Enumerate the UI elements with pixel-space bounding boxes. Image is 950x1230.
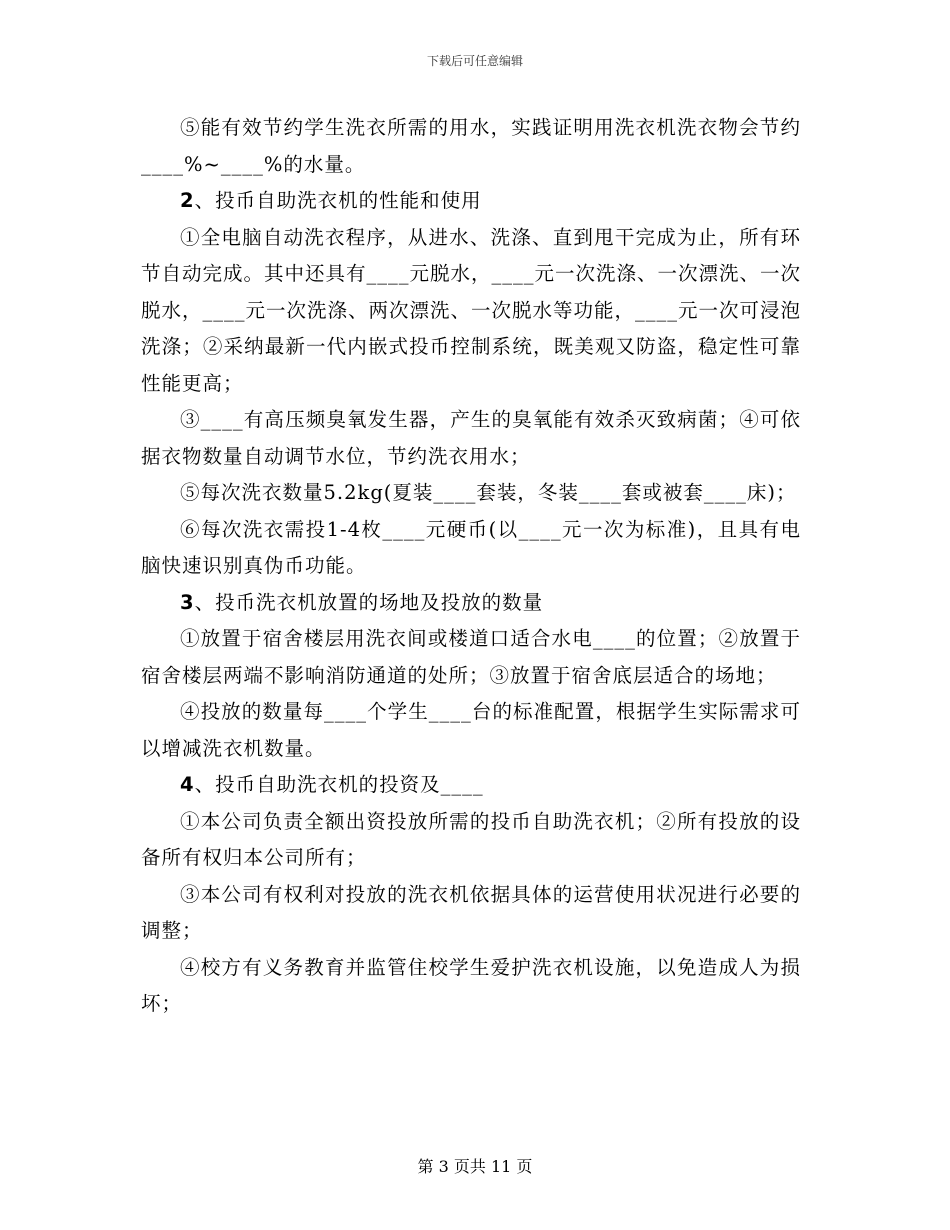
section-number: 4 — [180, 773, 195, 796]
paragraph-placement: ①放置于宿舍楼层用洗衣间或楼道口适合水电____的位置；②放置于宿舍楼层两端不影响消防通道的处所；③放置于宿舍底层适合的场地； — [141, 627, 801, 687]
section-title: 、投币自助洗衣机的投资及____ — [194, 773, 484, 796]
section-title: 、投币洗衣机放置的场地及投放的数量 — [194, 590, 544, 614]
paragraph-program-features: ①全电脑自动洗衣程序，从进水、洗涤、直到甩干完成为止，所有环节自动完成。其中还具有____元脱水，____元一次洗涤、一次漂洗、一次脱水，____元一次洗涤、两次漂洗、一次脱水等功能，____元一次可浸泡洗涤；②采纳最新一代内嵌式投币控制系统，既美观又防盗，稳定性可靠性能更高； — [141, 225, 802, 395]
section-heading-3 — [141, 585, 801, 622]
paragraph-quantity: ④投放的数量每____个学生____台的标准配置，根据学生实际需求可以增减洗衣机数量。 — [141, 700, 801, 760]
paragraph-coins: ⑥每次洗衣需投1-4枚____元硬币(以____元一次为标准)，且具有电脑快速识别真伪币功能。 — [141, 517, 801, 577]
paragraph-capacity: ⑤每次洗衣数量5.2kg(夏装____套装，冬装____套或被套____床)； — [180, 481, 797, 504]
paragraph-adjustment-rights: ③本公司有权利对投放的洗衣机依据具体的运营使用状况进行必要的调整； — [141, 882, 801, 942]
section-heading-4 — [141, 767, 801, 804]
paragraph-investment: ①本公司负责全额出资投放所需的投币自助洗衣机；②所有投放的设备所有权归本公司所有； — [141, 809, 801, 869]
page-number: 第 3 页共 11 页 — [417, 1157, 533, 1176]
section-title: 、投币自助洗衣机的性能和使用 — [194, 189, 482, 212]
paragraph-ozone-generator: ③____有高压频臭氧发生器，产生的臭氧能有效杀灭致病菌；④可依据衣物数量自动调节水位，节约洗衣用水； — [141, 408, 801, 468]
document-body — [141, 110, 801, 1023]
page-header-note: 下载后可任意编辑 — [426, 54, 523, 68]
section-heading-2 — [141, 183, 801, 220]
paragraph-water-saving: ⑤能有效节约学生洗衣所需的用水，实践证明用洗衣机洗衣物会节约____%~____%的水量。 — [141, 116, 801, 176]
paragraph-school-duty: ④校方有义务教育并监管住校学生爱护洗衣机设施，以免造成人为损坏； — [141, 955, 801, 1015]
section-number: 2 — [180, 189, 195, 212]
section-number: 3 — [180, 590, 195, 614]
